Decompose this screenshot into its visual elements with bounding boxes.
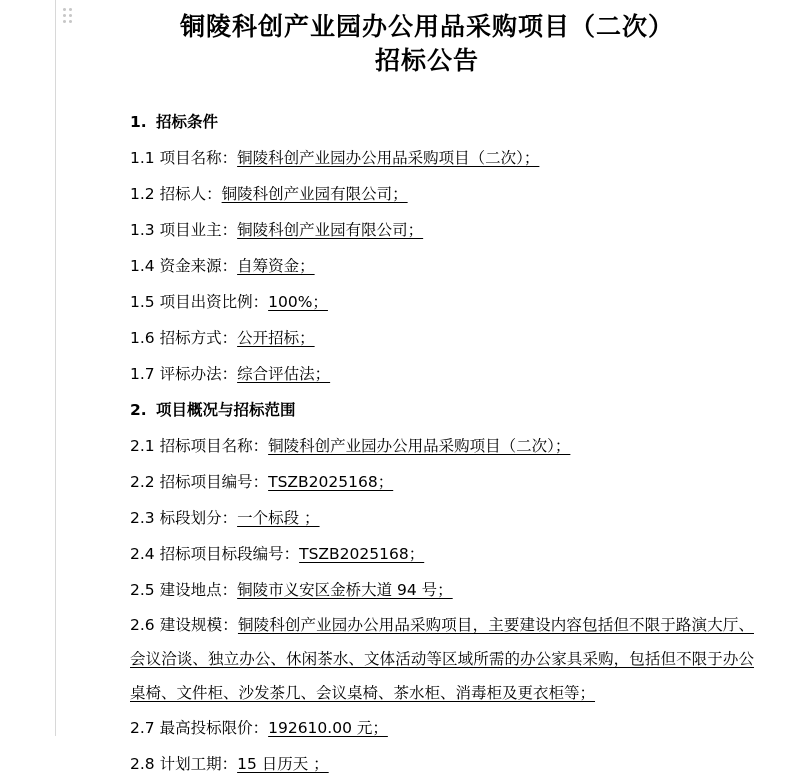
section-heading-2 <box>130 392 754 428</box>
clause-number: 2.1 <box>130 437 155 455</box>
section-number-2: 2. <box>130 401 147 419</box>
clause-2-7 <box>130 710 754 746</box>
clause-value: TSZB2025168； <box>299 545 425 563</box>
clause-number: 1.2 <box>130 185 155 203</box>
clause-number: 2.6 <box>130 616 155 634</box>
clause-value: 铜陵科创产业园办公用品采购项目，主要建设内容包括但不限于路演大厅、会议洽谈、独立办公、休闲茶水、文体活动等区域所需的办公家具采购，包括但不限于办公桌椅、文件柜、沙发茶几、会议桌椅、茶水柜、消毒柜及更衣柜等； <box>130 616 754 702</box>
clause-label: 招标项目名称： <box>159 437 269 455</box>
clause-value: 铜陵科创产业园办公用品采购项目（二次）； <box>237 149 540 167</box>
clause-2-6 <box>130 608 754 710</box>
clause-number: 1.3 <box>130 221 155 239</box>
clause-label: 资金来源： <box>159 257 238 275</box>
clause-number: 1.4 <box>130 257 155 275</box>
clause-value: 192610.00 元； <box>268 719 388 737</box>
clause-label: 项目出资比例： <box>159 293 269 311</box>
clause-value: 综合评估法； <box>237 365 331 383</box>
document-body <box>60 104 794 782</box>
clause-2-1 <box>130 428 754 464</box>
clause-value: 铜陵市义安区金桥大道 94 号； <box>237 581 453 599</box>
clause-1-1 <box>130 140 754 176</box>
clause-label: 招标方式： <box>159 329 238 347</box>
clause-label: 招标项目标段编号： <box>159 545 300 563</box>
clause-label: 项目名称： <box>159 149 238 167</box>
clause-2-4 <box>130 536 754 572</box>
clause-number: 1.5 <box>130 293 155 311</box>
clause-label: 项目业主： <box>159 221 238 239</box>
clause-label: 招标人： <box>159 185 222 203</box>
clause-value: 一个标段 ； <box>237 509 320 527</box>
title-line-2: 招标公告 <box>374 46 479 75</box>
clause-2-2 <box>130 464 754 500</box>
clause-2-8 <box>130 746 754 782</box>
section-heading-1 <box>130 104 754 140</box>
clause-number: 2.5 <box>130 581 155 599</box>
clause-number: 2.8 <box>130 755 155 773</box>
clause-2-5 <box>130 572 754 608</box>
clause-label: 标段划分： <box>159 509 238 527</box>
clause-number: 2.4 <box>130 545 155 563</box>
clause-1-4 <box>130 248 754 284</box>
clause-label: 计划工期： <box>159 755 238 773</box>
clause-1-2 <box>130 176 754 212</box>
section-number-1: 1. <box>130 113 147 131</box>
clause-number: 2.7 <box>130 719 155 737</box>
clause-label: 评标办法： <box>159 365 238 383</box>
document-content <box>60 0 794 773</box>
clause-label: 建设地点： <box>159 581 238 599</box>
clause-1-5 <box>130 284 754 320</box>
clause-value: 铜陵科创产业园办公用品采购项目（二次）； <box>268 437 571 455</box>
title-line-1: 铜陵科创产业园办公用品采购项目（二次） <box>179 12 674 41</box>
clause-number: 1.1 <box>130 149 155 167</box>
clause-1-7 <box>130 356 754 392</box>
clause-number: 1.7 <box>130 365 155 383</box>
clause-1-6 <box>130 320 754 356</box>
section-title-2: 项目概况与招标范围 <box>156 401 296 419</box>
clause-value: 铜陵科创产业园有限公司； <box>221 185 408 203</box>
clause-value: 铜陵科创产业园有限公司； <box>237 221 424 239</box>
clause-value: 自筹资金； <box>237 257 315 275</box>
clause-1-3 <box>130 212 754 248</box>
clause-value: TSZB2025168； <box>268 473 394 491</box>
section-title-1: 招标条件 <box>156 113 219 131</box>
clause-value: 公开招标； <box>237 329 315 347</box>
clause-value: 15 日历天 ； <box>237 755 329 773</box>
clause-value: 100%； <box>268 293 328 311</box>
clause-2-3 <box>130 500 754 536</box>
clause-label: 建设规模： <box>159 616 238 634</box>
clause-number: 2.2 <box>130 473 155 491</box>
page-gutter <box>0 0 60 736</box>
document-title <box>60 10 794 78</box>
clause-label: 最高投标限价： <box>159 719 269 737</box>
clause-label: 招标项目编号： <box>159 473 269 491</box>
clause-number: 1.6 <box>130 329 155 347</box>
clause-number: 2.3 <box>130 509 155 527</box>
gutter-rule <box>55 0 56 736</box>
